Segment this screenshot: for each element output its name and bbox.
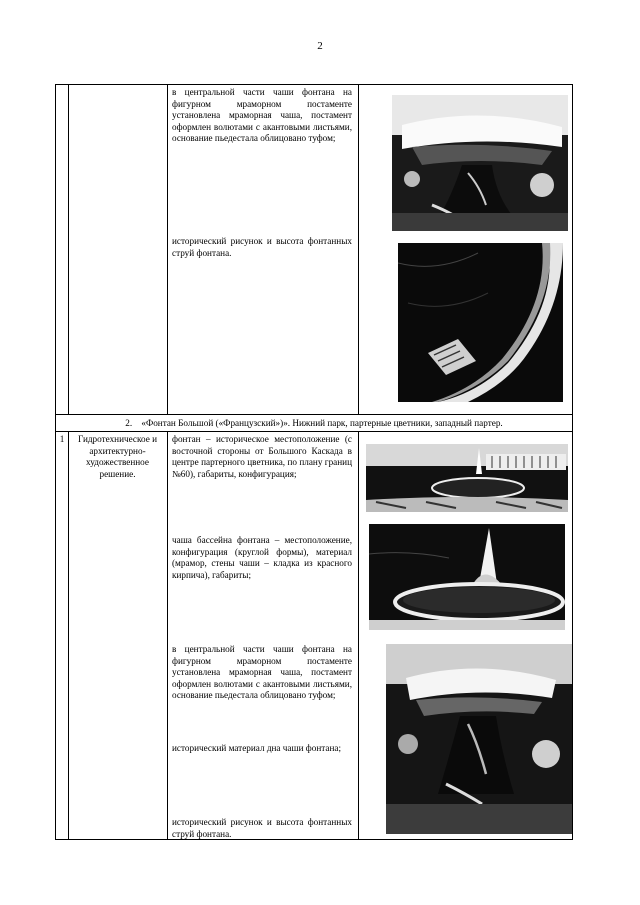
feature-description: чаша бассейна фонтана – местоположение, конфигурация (круглой формы), материал (мрамор, стены чаши – кладка из красного кирпича), габариты; [172,535,352,580]
row-category: Гидротехническое и архитектурно-художественное решение. [77,434,158,479]
section-heading: 2. «Фонтан Большой («Французский»)». Нижний парк, партерные цветники, западный партер. [125,418,503,428]
round-basin-photo [369,524,565,630]
feature-description: в центральной части чаши фонтана на фигурном мраморном постаменте установлена мраморная чаша, постамент оформлен волютами с акантовыми листьями, основание пьедестала облицовано туфом; [172,644,352,701]
feature-description: фонтан – историческое местоположение (с восточной стороны от Большого Каскада в центре партерного цветника, по плану границ №60), габариты, конфигурация; [172,434,352,479]
basin-edge-jets-photo [398,243,563,402]
fountain-parterre-photo [366,444,568,512]
marble-bowl-photo [386,644,572,834]
feature-description: исторический рисунок и высота фонтанных струй фонтана. [172,236,352,258]
feature-description: в центральной части чаши фонтана на фигурном мраморном постаменте установлена мраморная чаша, постамент оформлен волютами с акантовыми листьями, основание пьедестала облицовано туфом; [172,87,352,144]
feature-description: исторический рисунок и высота фонтанных струй фонтана. [172,817,352,839]
row-number: 1 [59,434,65,444]
feature-description: исторический материал дна чаши фонтана; [172,743,341,753]
fountain-bowl-photo [392,95,568,231]
page-number: 2 [317,40,323,52]
